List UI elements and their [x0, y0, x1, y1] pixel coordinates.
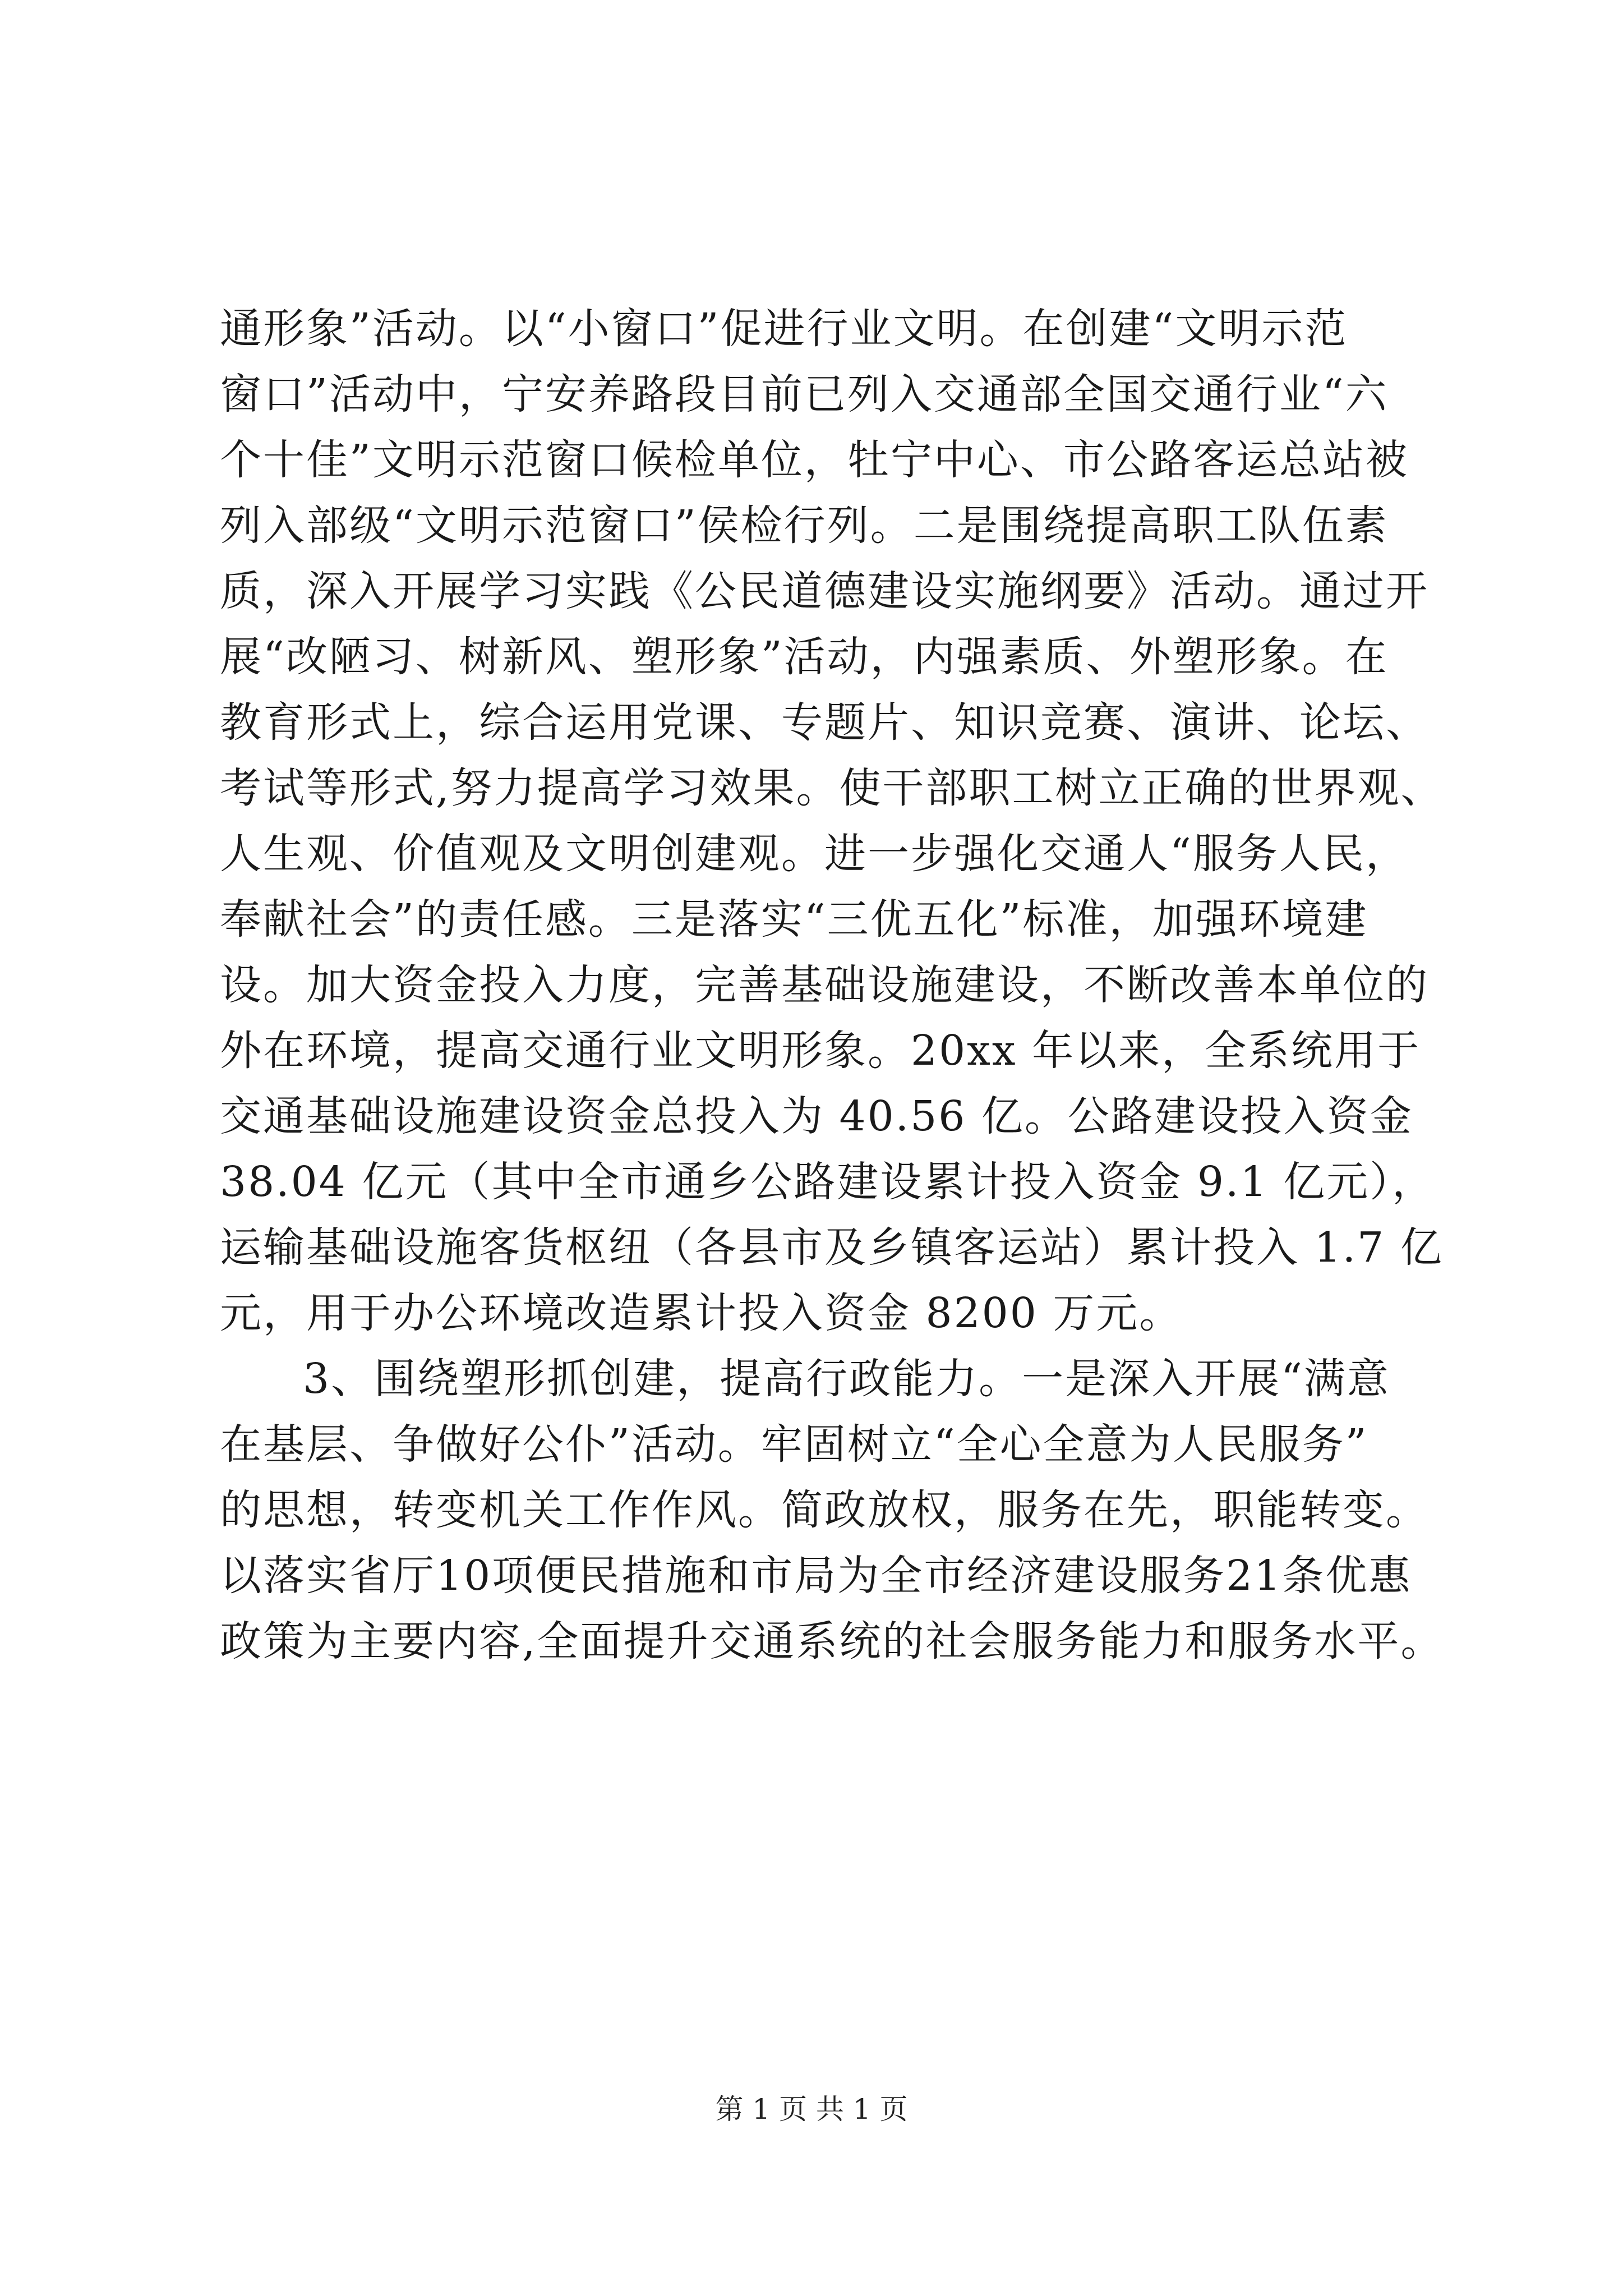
text-line: 列入部级“文明示范窗口”侯检行列。二是围绕提高职工队伍素	[220, 501, 1389, 550]
text-line: 政策为主要内容,全面提升交通系统的社会服务能力和服务水平。	[220, 1617, 1444, 1665]
text-line: 质，深入开展学习实践《公民道德建设实施纲要》活动。通过开	[220, 567, 1429, 615]
text-line: 38.04 亿元（其中全市通乡公路建设累计投入资金 9.1 亿元），	[220, 1158, 1436, 1206]
text-line: 外在环境，提高交通行业文明形象。20xx 年以来，全系统用于	[220, 1027, 1421, 1075]
text-line: 元，用于办公环境改造累计投入资金 8200 万元。	[220, 1289, 1183, 1337]
body-text	[220, 296, 1444, 1674]
text-line: 通形象”活动。以“小窗口”促进行业文明。在创建“文明示范	[220, 305, 1348, 353]
text-line: 教育形式上，综合运用党课、专题片、知识竞赛、演讲、论坛、	[220, 698, 1429, 747]
text-line: 以落实省厅10项便民措施和市局为全市经济建设服务21条优惠	[220, 1552, 1412, 1600]
text-line: 在基层、争做好公仆”活动。牢固树立“全心全意为人民服务”	[220, 1420, 1368, 1469]
text-line: 个十佳”文明示范窗口候检单位，牡宁中心、市公路客运总站被	[220, 436, 1409, 484]
text-line: 设。加大资金投入力度，完善基础设施建设，不断改善本单位的	[220, 961, 1429, 1009]
text-line: 人生观、价值观及文明创建观。进一步强化交通人“服务人民，	[220, 830, 1409, 878]
text-line: 窗口”活动中，宁安养路段目前已列入交通部全国交通行业“六	[220, 370, 1389, 418]
text-line: 考试等形式,努力提高学习效果。使干部职工树立正确的世界观、	[220, 764, 1444, 812]
paragraph-start-line: 3、围绕塑形抓创建，提高行政能力。一是深入开展“满意	[303, 1355, 1390, 1403]
page-footer	[0, 2090, 1623, 2129]
text-line: 的思想，转变机关工作作风。简政放权，服务在先，职能转变。	[220, 1486, 1429, 1534]
text-line: 运输基础设施客货枢纽（各县市及乡镇客运站）累计投入 1.7 亿	[220, 1223, 1444, 1272]
text-line: 展“改陋习、树新风、塑形象”活动，内强素质、外塑形象。在	[220, 633, 1389, 681]
page-number: 第 1 页 共 1 页	[715, 2093, 908, 2125]
text-line: 奉献社会”的责任感。三是落实“三优五化”标准，加强环境建	[220, 895, 1368, 944]
text-line: 交通基础设施建设资金总投入为 40.56 亿。公路建设投入资金	[220, 1092, 1413, 1140]
